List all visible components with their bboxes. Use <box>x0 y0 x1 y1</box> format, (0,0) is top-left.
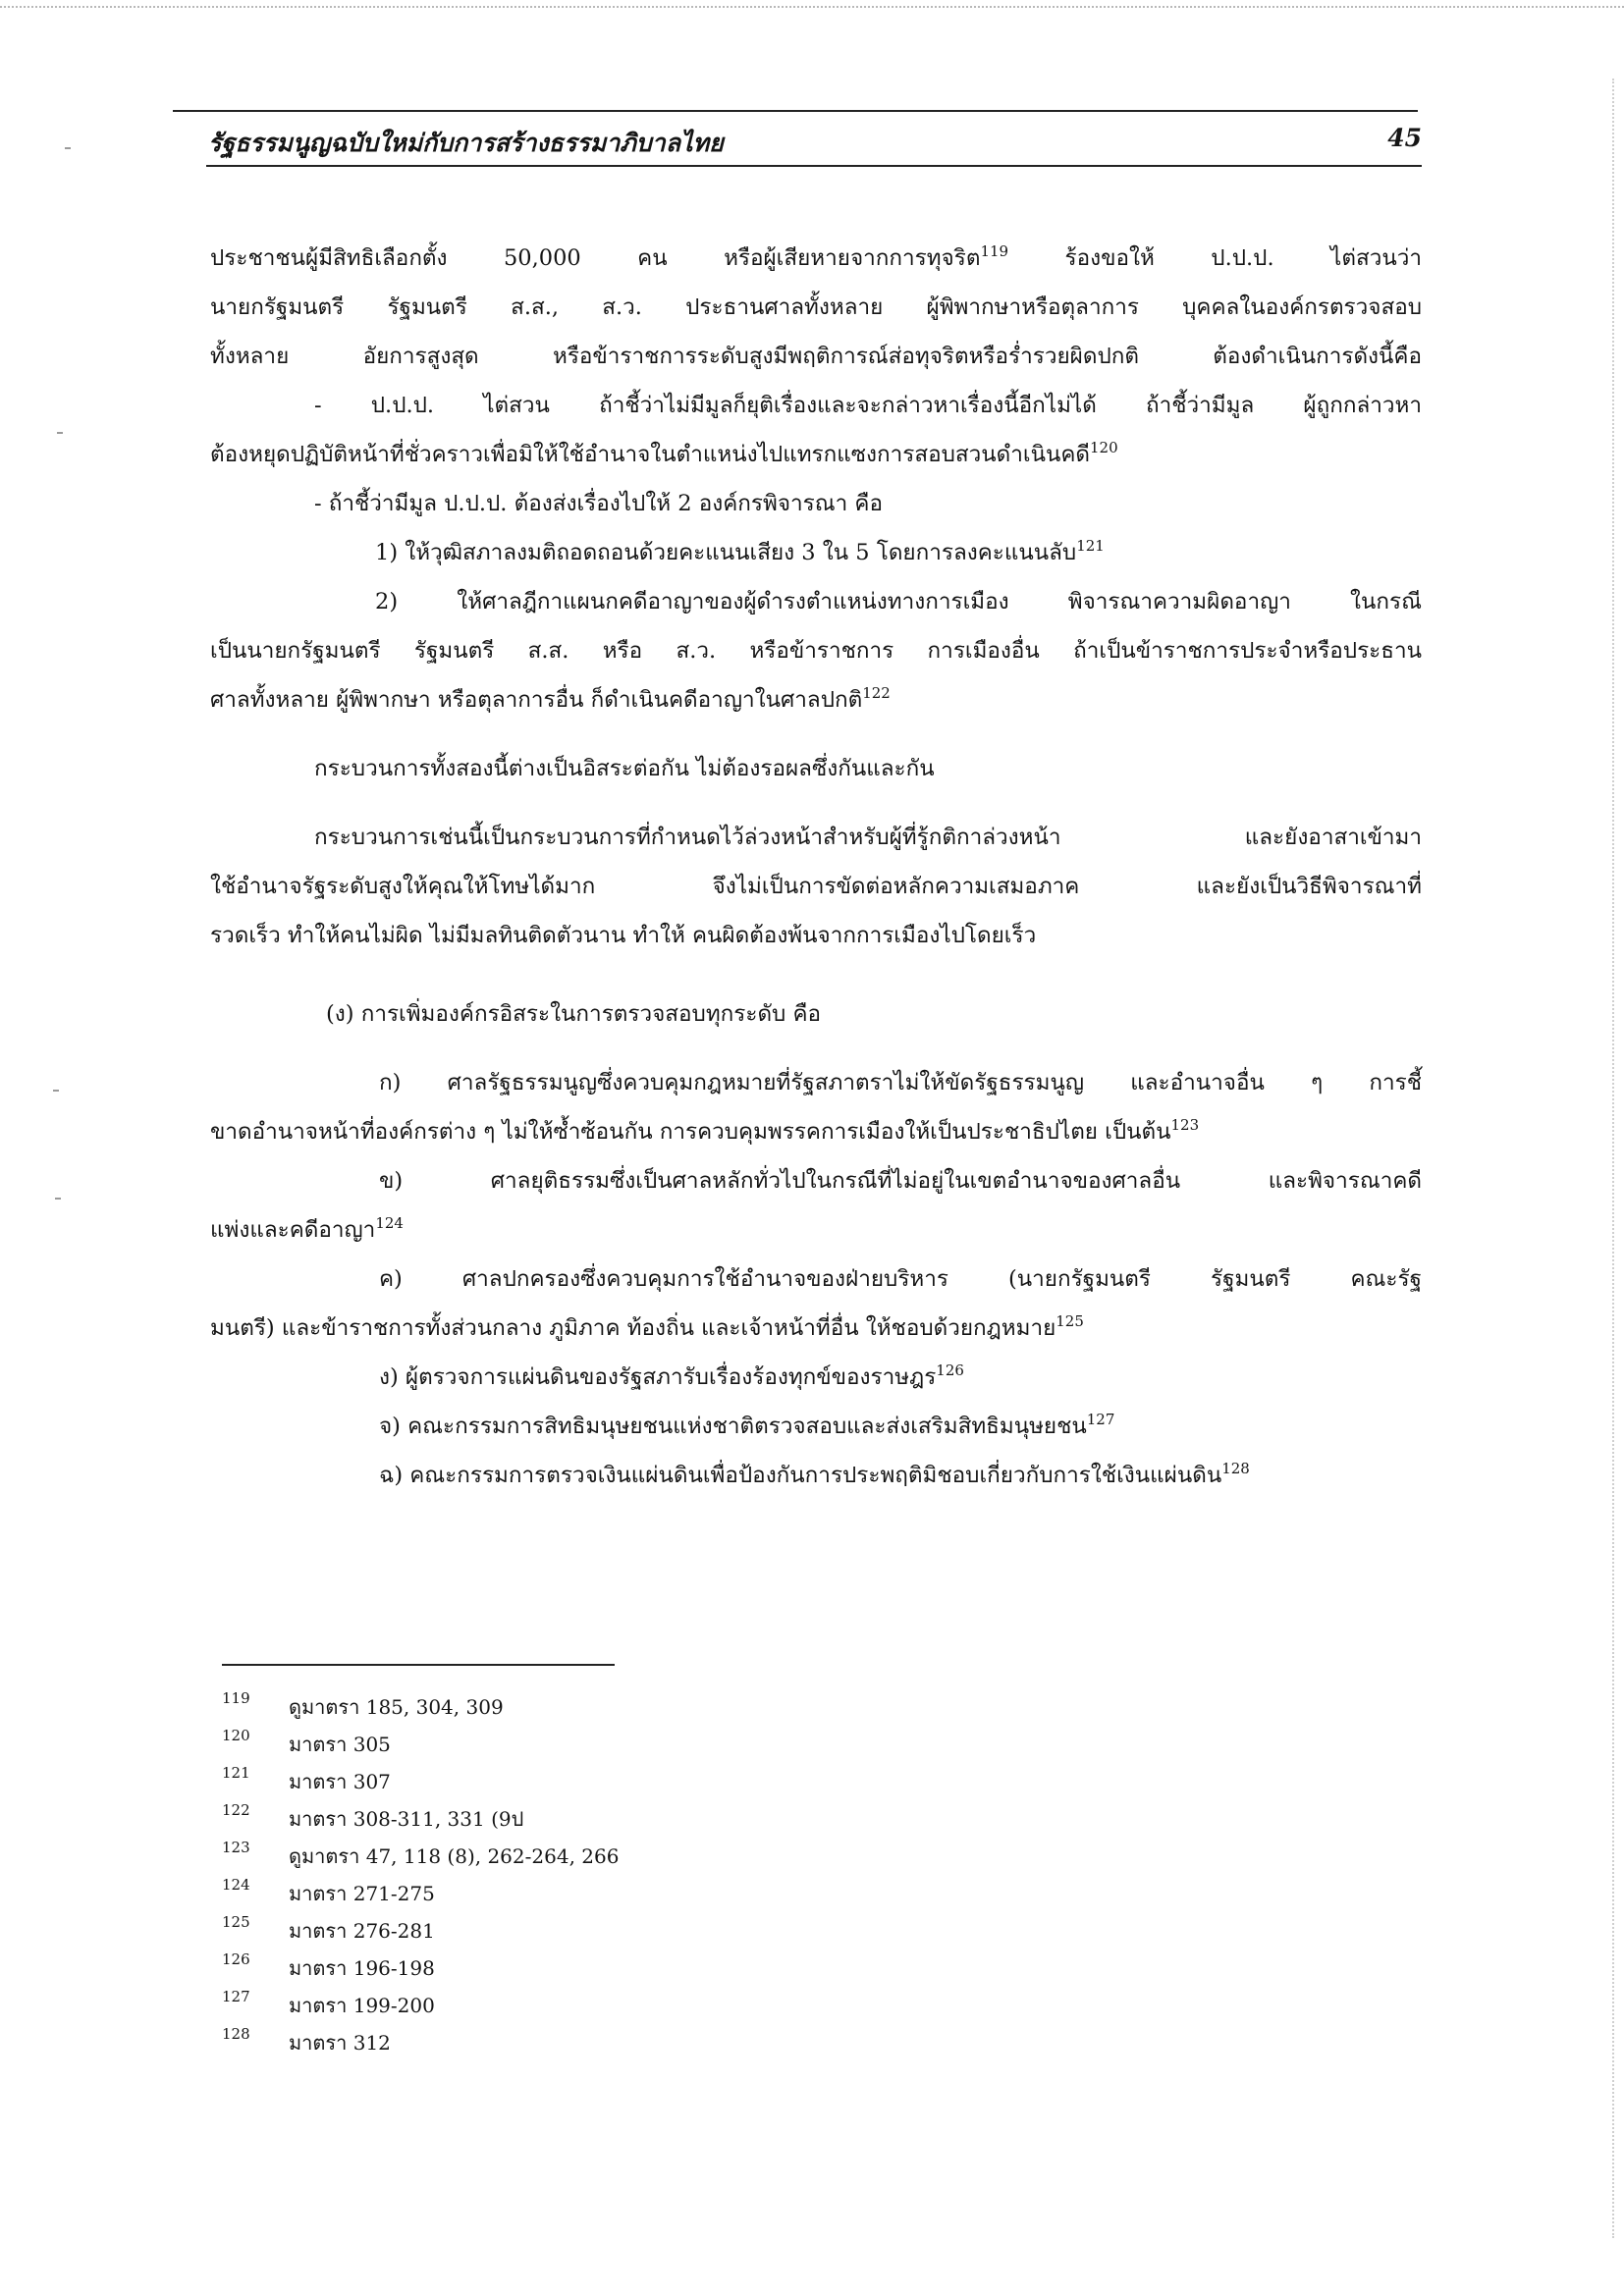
footnote <box>222 1949 1106 1987</box>
list-item: ข) ศาลยุติธรรมซึ่งเป็นศาลหลักทั่วไปในกรณีที่ไม่อยู่ในเขตอำนาจของศาลอื่น และพิจารณาคดี <box>379 1168 1422 1194</box>
paragraph-line <box>210 1304 1422 1353</box>
footnote-text: มาตรา 271-275 <box>289 1882 435 1905</box>
paragraph-line: รวดเร็ว ทำให้คนไม่ผิด ไม่มีมลทินติดตัวนาน ทำให้ คนผิดต้องพ้นจากการเมืองไปโดยเร็ว <box>210 923 1037 948</box>
running-title: รัฐธรรมนูญฉบับใหม่กับการสร้างธรรมาภิบาลไทย <box>208 129 724 157</box>
scan-mark <box>57 432 63 434</box>
text-segment: ร้องขอให้ ป.ป.ป. ไต่สวนว่า <box>1008 245 1423 271</box>
scan-mark <box>55 1198 61 1200</box>
footnote-ref: 125 <box>1056 1312 1084 1330</box>
scan-edge-top <box>0 0 1624 8</box>
list-item: 2) ให้ศาลฎีกาแผนกคดีอาญาของผู้ดำรงตำแหน่งทางการเมือง พิจารณาความผิดอาญา ในกรณี <box>375 589 1422 614</box>
footnote-text: ดูมาตรา 47, 118 (8), 262-264, 266 <box>289 1844 620 1868</box>
page-header <box>208 124 1422 163</box>
text-segment: ประชาชนผู้มีสิทธิเลือกตั้ง 50,000 คน หรือผู้เสียหายจากการทุจริต <box>210 245 981 271</box>
footnote-text: มาตรา 276-281 <box>289 1919 435 1943</box>
header-top-rule <box>173 110 1418 112</box>
footnote-ref: 121 <box>1076 537 1105 555</box>
page-number: 45 <box>1387 124 1422 152</box>
footnote-number: 122 <box>222 1801 250 1819</box>
footnote-rule <box>222 1664 615 1666</box>
footnote-ref: 122 <box>862 684 891 702</box>
footnote <box>222 1912 1106 1949</box>
footnote <box>222 1763 1106 1800</box>
footnote-text: มาตรา 308-311, 331 (9ป <box>289 1807 524 1831</box>
footnote-text: มาตรา 305 <box>289 1733 391 1756</box>
paragraph-line <box>210 1107 1422 1156</box>
text-segment: มนตรี) และข้าราชการทั้งส่วนกลาง ภูมิภาค ท้องถิ่น และเจ้าหน้าที่อื่น ให้ชอบด้วยกฎหมาย <box>210 1315 1056 1341</box>
footnote-text: มาตรา 199-200 <box>289 1994 435 2017</box>
text-segment: ฉ) คณะกรรมการตรวจเงินแผ่นดินเพื่อป้องกันการประพฤติมิชอบเกี่ยวกับการใช้เงินแผ่นดิน <box>379 1463 1222 1488</box>
footnote-number: 123 <box>222 1839 250 1856</box>
footnote <box>222 1688 1106 1726</box>
scan-mark <box>53 1090 59 1092</box>
header-rule <box>206 165 1422 167</box>
text-segment: แพ่งและคดีอาญา <box>210 1217 376 1243</box>
footnote-ref: 127 <box>1086 1411 1115 1428</box>
paragraph-line: ใช้อำนาจรัฐระดับสูงให้คุณให้โทษได้มาก จึงไม่เป็นการขัดต่อหลักความเสมอภาค และยังเป็นวิธีพิจารณาที่ <box>210 874 1422 899</box>
footnote <box>222 1987 1106 2024</box>
main-text <box>210 234 1422 1500</box>
footnote-number: 128 <box>222 2025 250 2043</box>
text-segment: ศาลทั้งหลาย ผู้พิพากษา หรือตุลาการอื่น ก็ดำเนินคดีอาญาในศาลปกติ <box>210 687 863 713</box>
text-segment: ขาดอำนาจหน้าที่องค์กรต่าง ๆ ไม่ให้ซ้ำซ้อนกัน การควบคุมพรรคการเมืองให้เป็นประชาธิปไตย เป็นต้น <box>210 1119 1171 1145</box>
scan-mark <box>65 147 71 149</box>
paragraph-line <box>210 234 1422 283</box>
text-segment: ง) ผู้ตรวจการแผ่นดินของรัฐสภารับเรื่องร้องทุกข์ของราษฎร <box>379 1364 937 1390</box>
footnote <box>222 1726 1106 1763</box>
footnote-ref: 123 <box>1170 1116 1200 1134</box>
list-item: ก) ศาลรัฐธรรมนูญซึ่งควบคุมกฎหมายที่รัฐสภาตราไม่ให้ขัดรัฐธรรมนูญ และอำนาจอื่น ๆ การชี้ <box>379 1070 1422 1095</box>
paragraph-line: นายกรัฐมนตรี รัฐมนตรี ส.ส., ส.ว. ประธานศาลทั้งหลาย ผู้พิพากษาหรือตุลาการ บุคคลในองค์กรตรวจสอบ <box>210 294 1422 320</box>
scan-edge-right <box>1612 79 1618 2238</box>
list-item <box>210 1402 1422 1451</box>
footnote-number: 126 <box>222 1950 250 1968</box>
footnote-number: 127 <box>222 1988 250 2005</box>
footnote <box>222 1875 1106 1912</box>
footnote-text: ดูมาตรา 185, 304, 309 <box>289 1695 504 1719</box>
footnote-ref: 120 <box>1090 439 1118 456</box>
text-segment: 1) ให้วุฒิสภาลงมติถอดถอนด้วยคะแนนเสียง 3 ใน 5 โดยการลงคะแนนลับ <box>375 540 1077 565</box>
list-item <box>210 1353 1422 1402</box>
footnote <box>222 1800 1106 1838</box>
footnote-text: มาตรา 307 <box>289 1770 391 1793</box>
footnote-ref: 126 <box>936 1362 964 1379</box>
paragraph-line: กระบวนการเช่นนี้เป็นกระบวนการที่กำหนดไว้ล่วงหน้าสำหรับผู้ที่รู้กติกาล่วงหน้า และยังอาสาเข้ามา <box>314 825 1422 850</box>
footnote <box>222 1838 1106 1875</box>
footnote-ref: 124 <box>375 1214 404 1232</box>
paragraph-line: กระบวนการทั้งสองนี้ต่างเป็นอิสระต่อกัน ไม่ต้องรอผลซึ่งกันและกัน <box>314 756 935 781</box>
footnote <box>222 2024 1106 2061</box>
text-segment: ต้องหยุดปฏิบัติหน้าที่ชั่วคราวเพื่อมิให้ใช้อำนาจในตำแหน่งไปแทรกแซงการสอบสวนดำเนินคดี <box>210 442 1090 467</box>
footnote-number: 125 <box>222 1913 250 1931</box>
paragraph-line: เป็นนายกรัฐมนตรี รัฐมนตรี ส.ส. หรือ ส.ว. หรือข้าราชการ การเมืองอื่น ถ้าเป็นข้าราชการประจำหรือประธาน <box>210 638 1422 664</box>
list-item <box>210 1451 1422 1500</box>
footnote-number: 124 <box>222 1876 250 1894</box>
bullet-line: - ถ้าชี้ว่ามีมูล ป.ป.ป. ต้องส่งเรื่องไปให้ 2 องค์กรพิจารณา คือ <box>314 491 883 516</box>
bullet-line: - ป.ป.ป. ไต่สวน ถ้าชี้ว่าไม่มีมูลก็ยุติเรื่องและจะกล่าวหาเรื่องนี้อีกไม่ได้ ถ้าชี้ว่ามีมูล ผู้ถูกกล่าวหา <box>314 393 1422 418</box>
footnote-number: 120 <box>222 1727 250 1744</box>
text-segment: จ) คณะกรรมการสิทธิมนุษยชนแห่งชาติตรวจสอบและส่งเสริมสิทธิมนุษยชน <box>379 1414 1087 1439</box>
footnote-ref: 128 <box>1221 1460 1250 1477</box>
paragraph-line <box>210 430 1422 479</box>
list-item <box>210 528 1422 577</box>
list-item: ค) ศาลปกครองซึ่งควบคุมการใช้อำนาจของฝ่ายบริหาร (นายกรัฐมนตรี รัฐมนตรี คณะรัฐ <box>379 1266 1422 1292</box>
footnote-text: มาตรา 196-198 <box>289 1956 435 1980</box>
footnote-ref: 119 <box>980 242 1009 260</box>
section-heading: (ง) การเพิ่มองค์กรอิสระในการตรวจสอบทุกระดับ คือ <box>326 1001 822 1027</box>
footnotes <box>222 1688 1106 2061</box>
paragraph-line: ทั้งหลาย อัยการสูงสุด หรือข้าราชการระดับสูงมีพฤติการณ์ส่อทุจริตหรือร่ำรวยผิดปกติ ต้องดำเนินการดังนี้คือ <box>210 344 1422 369</box>
footnote-number: 119 <box>222 1689 250 1707</box>
paragraph-line <box>210 675 1422 724</box>
paragraph-line <box>210 1205 1422 1255</box>
footnote-text: มาตรา 312 <box>289 2031 391 2055</box>
footnote-number: 121 <box>222 1764 250 1782</box>
